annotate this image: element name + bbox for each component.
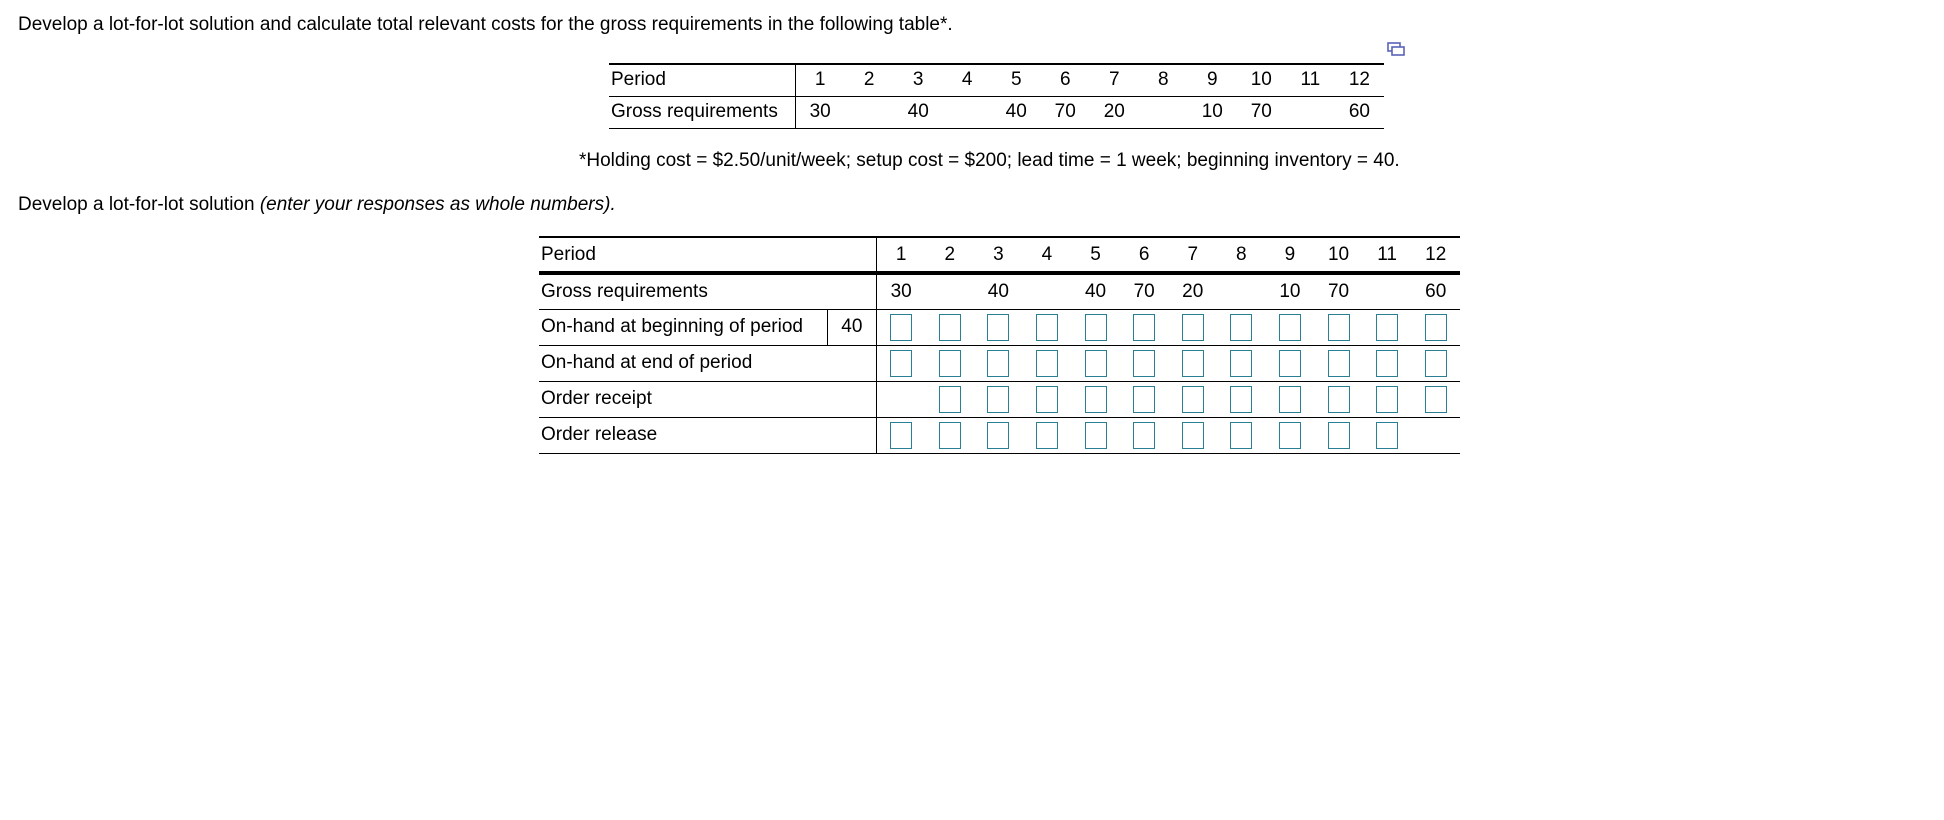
order-release-input-period-10[interactable] xyxy=(1328,422,1350,449)
onhand-begin-input-period-6[interactable] xyxy=(1133,314,1155,341)
order-release-cell xyxy=(1071,417,1120,453)
gross-cell: 70 xyxy=(1041,96,1090,128)
onhand-begin-label: On-hand at beginning of period xyxy=(539,309,827,345)
footnote: *Holding cost = $2.50/unit/week; setup cost = $200; lead time = 1 week; beginning inventory = 40. xyxy=(579,150,1400,171)
onhand-begin-input-period-7[interactable] xyxy=(1182,314,1204,341)
gross-cell: 60 xyxy=(1335,96,1384,128)
order-release-input-period-9[interactable] xyxy=(1279,422,1301,449)
order-receipt-row xyxy=(539,381,1460,417)
period-cell: 8 xyxy=(1139,64,1188,96)
order-release-label: Order release xyxy=(539,417,876,453)
period-cell: 7 xyxy=(1090,64,1139,96)
period-cell: 7 xyxy=(1168,237,1217,273)
onhand-end-cell xyxy=(1023,345,1072,381)
gross-cell: 20 xyxy=(1168,273,1217,309)
order-release-input-period-3[interactable] xyxy=(987,422,1009,449)
order-receipt-input-period-11[interactable] xyxy=(1376,386,1398,413)
period-row xyxy=(539,237,1460,273)
onhand-begin-input-period-9[interactable] xyxy=(1279,314,1301,341)
onhand-end-row xyxy=(539,345,1460,381)
order-receipt-cell xyxy=(1071,381,1120,417)
period-cell: 10 xyxy=(1314,237,1363,273)
period-cell: 5 xyxy=(992,64,1041,96)
gross-cell: 10 xyxy=(1188,96,1237,128)
onhand-begin-cell xyxy=(876,309,925,345)
order-receipt-input-period-7[interactable] xyxy=(1182,386,1204,413)
period-cell: 3 xyxy=(974,237,1023,273)
order-receipt-input-period-4[interactable] xyxy=(1036,386,1058,413)
period-row xyxy=(609,64,1384,96)
order-release-cell xyxy=(1217,417,1266,453)
lot-for-lot-table xyxy=(539,236,1460,454)
onhand-end-cell xyxy=(876,345,925,381)
gross-row xyxy=(539,273,1460,309)
onhand-end-input-period-8[interactable] xyxy=(1230,350,1252,377)
order-receipt-cell xyxy=(1266,381,1315,417)
onhand-begin-cell xyxy=(925,309,974,345)
order-receipt-cell xyxy=(1120,381,1169,417)
period-cell: 6 xyxy=(1041,64,1090,96)
gross-cell xyxy=(943,96,992,128)
period-cell: 3 xyxy=(894,64,943,96)
gross-cell: 60 xyxy=(1411,273,1460,309)
onhand-begin-initial: 40 xyxy=(827,309,876,345)
gross-row xyxy=(609,96,1384,128)
period-label: Period xyxy=(539,237,876,273)
onhand-begin-cell xyxy=(1168,309,1217,345)
onhand-end-cell xyxy=(1314,345,1363,381)
onhand-end-cell xyxy=(1266,345,1315,381)
onhand-end-cell xyxy=(1411,345,1460,381)
onhand-end-cell xyxy=(1363,345,1412,381)
period-cell: 5 xyxy=(1071,237,1120,273)
order-release-input-period-2[interactable] xyxy=(939,422,961,449)
order-release-cell xyxy=(925,417,974,453)
onhand-begin-input-period-2[interactable] xyxy=(939,314,961,341)
onhand-end-input-period-11[interactable] xyxy=(1376,350,1398,377)
onhand-begin-input-period-11[interactable] xyxy=(1376,314,1398,341)
order-release-cell xyxy=(1266,417,1315,453)
instruction-italic: (enter your responses as whole numbers). xyxy=(259,194,616,215)
period-cell: 12 xyxy=(1411,237,1460,273)
onhand-end-cell xyxy=(1071,345,1120,381)
period-cell: 2 xyxy=(925,237,974,273)
onhand-begin-input-period-5[interactable] xyxy=(1085,314,1107,341)
order-release-cell xyxy=(1168,417,1217,453)
gross-cell: 30 xyxy=(795,96,845,128)
onhand-begin-cell xyxy=(1411,309,1460,345)
onhand-end-cell xyxy=(1168,345,1217,381)
order-release-input-period-7[interactable] xyxy=(1182,422,1204,449)
onhand-end-input-period-7[interactable] xyxy=(1182,350,1204,377)
gross-cell: 40 xyxy=(974,273,1023,309)
onhand-end-input-period-10[interactable] xyxy=(1328,350,1350,377)
onhand-end-input-period-6[interactable] xyxy=(1133,350,1155,377)
order-receipt-cell xyxy=(1168,381,1217,417)
order-receipt-label: Order receipt xyxy=(539,381,876,417)
period-cell: 4 xyxy=(943,64,992,96)
onhand-begin-cell xyxy=(1217,309,1266,345)
order-release-cell xyxy=(1363,417,1412,453)
order-receipt-cell xyxy=(1217,381,1266,417)
onhand-begin-cell xyxy=(1023,309,1072,345)
order-receipt-input-period-5[interactable] xyxy=(1085,386,1107,413)
gross-cell: 70 xyxy=(1314,273,1363,309)
onhand-begin-cell xyxy=(1071,309,1120,345)
gross-cell xyxy=(1286,96,1335,128)
gross-cell: 30 xyxy=(876,273,925,309)
order-release-input-period-8[interactable] xyxy=(1230,422,1252,449)
order-receipt-cell xyxy=(1314,381,1363,417)
order-receipt-input-period-2[interactable] xyxy=(939,386,961,413)
gross-cell: 40 xyxy=(1071,273,1120,309)
period-cell: 9 xyxy=(1188,64,1237,96)
gross-label: Gross requirements xyxy=(609,96,795,128)
order-release-row xyxy=(539,417,1460,453)
onhand-end-input-period-3[interactable] xyxy=(987,350,1009,377)
order-receipt-input-period-12[interactable] xyxy=(1425,386,1447,413)
order-receipt-input-period-10[interactable] xyxy=(1328,386,1350,413)
onhand-begin-input-period-10[interactable] xyxy=(1328,314,1350,341)
onhand-end-input-period-5[interactable] xyxy=(1085,350,1107,377)
period-cell: 8 xyxy=(1217,237,1266,273)
onhand-end-input-period-9[interactable] xyxy=(1279,350,1301,377)
order-receipt-input-period-8[interactable] xyxy=(1230,386,1252,413)
order-release-cell xyxy=(1120,417,1169,453)
onhand-begin-row xyxy=(539,309,1460,345)
onhand-end-cell xyxy=(974,345,1023,381)
period-cell: 9 xyxy=(1266,237,1315,273)
onhand-begin-cell xyxy=(1120,309,1169,345)
order-release-input-period-11[interactable] xyxy=(1376,422,1398,449)
onhand-end-cell xyxy=(1120,345,1169,381)
period-cell: 6 xyxy=(1120,237,1169,273)
order-release-cell xyxy=(1411,417,1460,453)
gross-label: Gross requirements xyxy=(539,273,876,309)
onhand-end-input-period-12[interactable] xyxy=(1425,350,1447,377)
onhand-begin-input-period-1[interactable] xyxy=(890,314,912,341)
gross-cell: 70 xyxy=(1120,273,1169,309)
onhand-begin-cell xyxy=(1314,309,1363,345)
order-receipt-cell xyxy=(1411,381,1460,417)
instruction-main: Develop a lot-for-lot solution xyxy=(18,194,260,215)
period-cell: 11 xyxy=(1363,237,1412,273)
copy-icon[interactable] xyxy=(1387,42,1405,56)
gross-cell: 20 xyxy=(1090,96,1139,128)
gross-cell: 70 xyxy=(1237,96,1286,128)
period-cell: 1 xyxy=(795,64,845,96)
onhand-begin-cell xyxy=(1363,309,1412,345)
period-cell: 2 xyxy=(845,64,894,96)
onhand-end-cell xyxy=(1217,345,1266,381)
onhand-begin-cell xyxy=(1266,309,1315,345)
onhand-end-input-period-1[interactable] xyxy=(890,350,912,377)
order-receipt-cell xyxy=(974,381,1023,417)
onhand-end-input-period-2[interactable] xyxy=(939,350,961,377)
period-cell: 11 xyxy=(1286,64,1335,96)
onhand-end-label: On-hand at end of period xyxy=(539,345,876,381)
order-release-cell xyxy=(1023,417,1072,453)
period-cell: 4 xyxy=(1023,237,1072,273)
onhand-begin-cell xyxy=(974,309,1023,345)
period-cell: 1 xyxy=(876,237,925,273)
requirements-table xyxy=(609,63,1384,129)
order-release-input-period-5[interactable] xyxy=(1085,422,1107,449)
period-label: Period xyxy=(609,64,795,96)
order-receipt-cell xyxy=(876,381,925,417)
gross-cell xyxy=(1139,96,1188,128)
onhand-begin-input-period-8[interactable] xyxy=(1230,314,1252,341)
order-receipt-cell xyxy=(1363,381,1412,417)
gross-cell xyxy=(1363,273,1412,309)
intro-text: Develop a lot-for-lot solution and calculate total relevant costs for the gross requirements in the following table*. xyxy=(18,14,953,35)
order-receipt-input-period-3[interactable] xyxy=(987,386,1009,413)
onhand-end-cell xyxy=(925,345,974,381)
gross-cell xyxy=(925,273,974,309)
order-release-input-period-1[interactable] xyxy=(890,422,912,449)
order-receipt-input-period-6[interactable] xyxy=(1133,386,1155,413)
order-receipt-cell xyxy=(925,381,974,417)
gross-cell: 40 xyxy=(992,96,1041,128)
gross-cell xyxy=(845,96,894,128)
order-release-input-period-4[interactable] xyxy=(1036,422,1058,449)
gross-cell xyxy=(1217,273,1266,309)
order-release-input-period-6[interactable] xyxy=(1133,422,1155,449)
onhand-begin-input-period-12[interactable] xyxy=(1425,314,1447,341)
order-release-cell xyxy=(1314,417,1363,453)
gross-cell: 10 xyxy=(1266,273,1315,309)
order-receipt-cell xyxy=(1023,381,1072,417)
onhand-begin-input-period-4[interactable] xyxy=(1036,314,1058,341)
gross-cell: 40 xyxy=(894,96,943,128)
period-cell: 12 xyxy=(1335,64,1384,96)
order-receipt-input-period-9[interactable] xyxy=(1279,386,1301,413)
order-release-cell xyxy=(974,417,1023,453)
onhand-begin-input-period-3[interactable] xyxy=(987,314,1009,341)
period-cell: 10 xyxy=(1237,64,1286,96)
order-release-cell xyxy=(876,417,925,453)
gross-cell xyxy=(1023,273,1072,309)
instruction-text xyxy=(18,194,616,216)
onhand-end-input-period-4[interactable] xyxy=(1036,350,1058,377)
